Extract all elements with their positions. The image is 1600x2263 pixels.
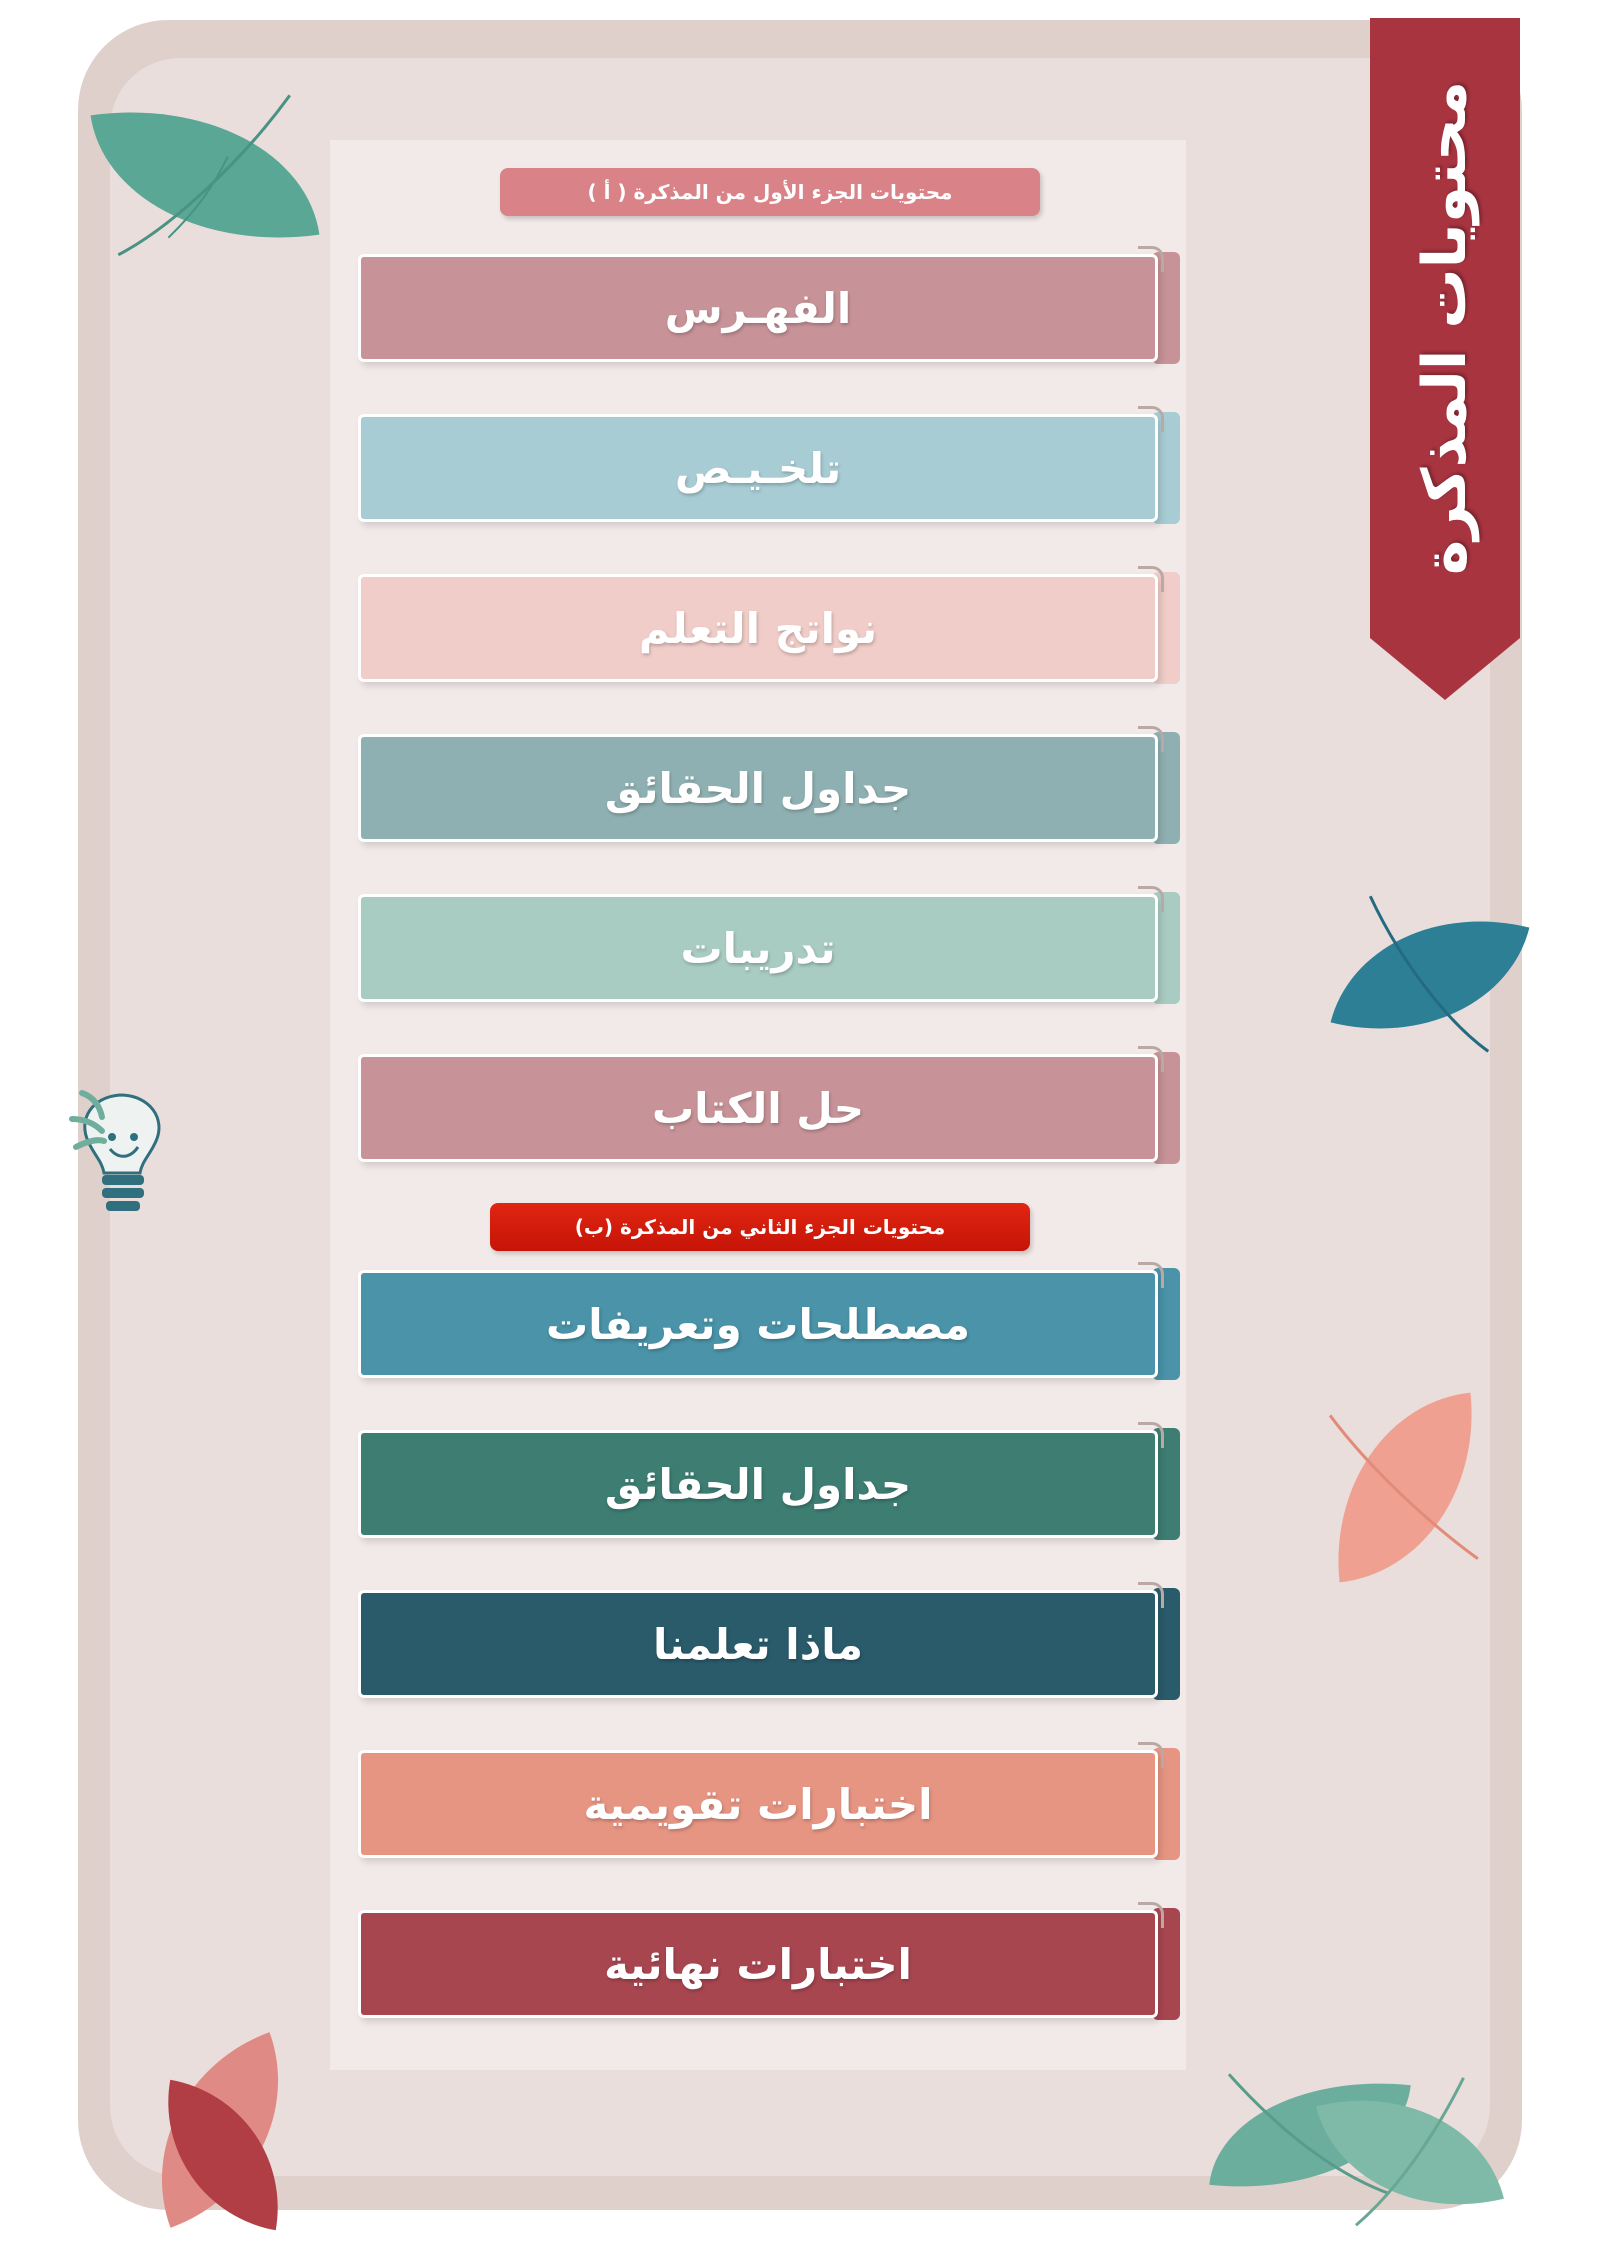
corner-clip-icon bbox=[1138, 246, 1164, 272]
corner-clip-icon bbox=[1138, 566, 1164, 592]
content-item-a-6[interactable]: حل الكتاب bbox=[358, 1054, 1158, 1162]
corner-clip-icon bbox=[1138, 406, 1164, 432]
content-item-a-4[interactable]: جداول الحقائق bbox=[358, 734, 1158, 842]
content-item-a-5[interactable]: تدريبات bbox=[358, 894, 1158, 1002]
content-item-b-1[interactable]: مصطلحات وتعريفات bbox=[358, 1270, 1158, 1378]
ribbon-banner bbox=[1370, 18, 1520, 638]
content-row[interactable] bbox=[340, 1418, 1180, 1548]
content-row[interactable] bbox=[340, 722, 1180, 852]
corner-clip-icon bbox=[1138, 1902, 1164, 1928]
corner-clip-icon bbox=[1138, 1582, 1164, 1608]
content-row[interactable] bbox=[340, 1898, 1180, 2028]
section-header-part-b: محتويات الجزء الثاني من المذكرة (ب) bbox=[490, 1203, 1030, 1251]
content-item-b-2[interactable]: جداول الحقائق bbox=[358, 1430, 1158, 1538]
content-item-a-2[interactable]: تلخـيـص bbox=[358, 414, 1158, 522]
content-item-b-4[interactable]: اختبارات تقويمية bbox=[358, 1750, 1158, 1858]
corner-clip-icon bbox=[1138, 1046, 1164, 1072]
content-row[interactable] bbox=[340, 1042, 1180, 1172]
content-item-b-3[interactable]: ماذا تعلمنا bbox=[358, 1590, 1158, 1698]
section-header-part-a: محتويات الجزء الأول من المذكرة ( أ ) bbox=[500, 168, 1040, 216]
content-row[interactable] bbox=[340, 562, 1180, 692]
corner-clip-icon bbox=[1138, 1262, 1164, 1288]
lightbulb-doodle-icon bbox=[60, 1075, 190, 1225]
corner-clip-icon bbox=[1138, 886, 1164, 912]
content-item-b-5[interactable]: اختبارات نهائية bbox=[358, 1910, 1158, 2018]
ribbon-title: محتويات المذكرة bbox=[1410, 80, 1480, 576]
corner-clip-icon bbox=[1138, 1742, 1164, 1768]
content-row[interactable] bbox=[340, 1738, 1180, 1868]
content-row[interactable] bbox=[340, 402, 1180, 532]
content-item-a-1[interactable]: الفهـرس bbox=[358, 254, 1158, 362]
content-row[interactable] bbox=[340, 1258, 1180, 1388]
corner-clip-icon bbox=[1138, 1422, 1164, 1448]
corner-clip-icon bbox=[1138, 726, 1164, 752]
content-row[interactable] bbox=[340, 1578, 1180, 1708]
content-row[interactable] bbox=[340, 882, 1180, 1012]
content-item-a-3[interactable]: نواتج التعلم bbox=[358, 574, 1158, 682]
content-row[interactable] bbox=[340, 242, 1180, 372]
